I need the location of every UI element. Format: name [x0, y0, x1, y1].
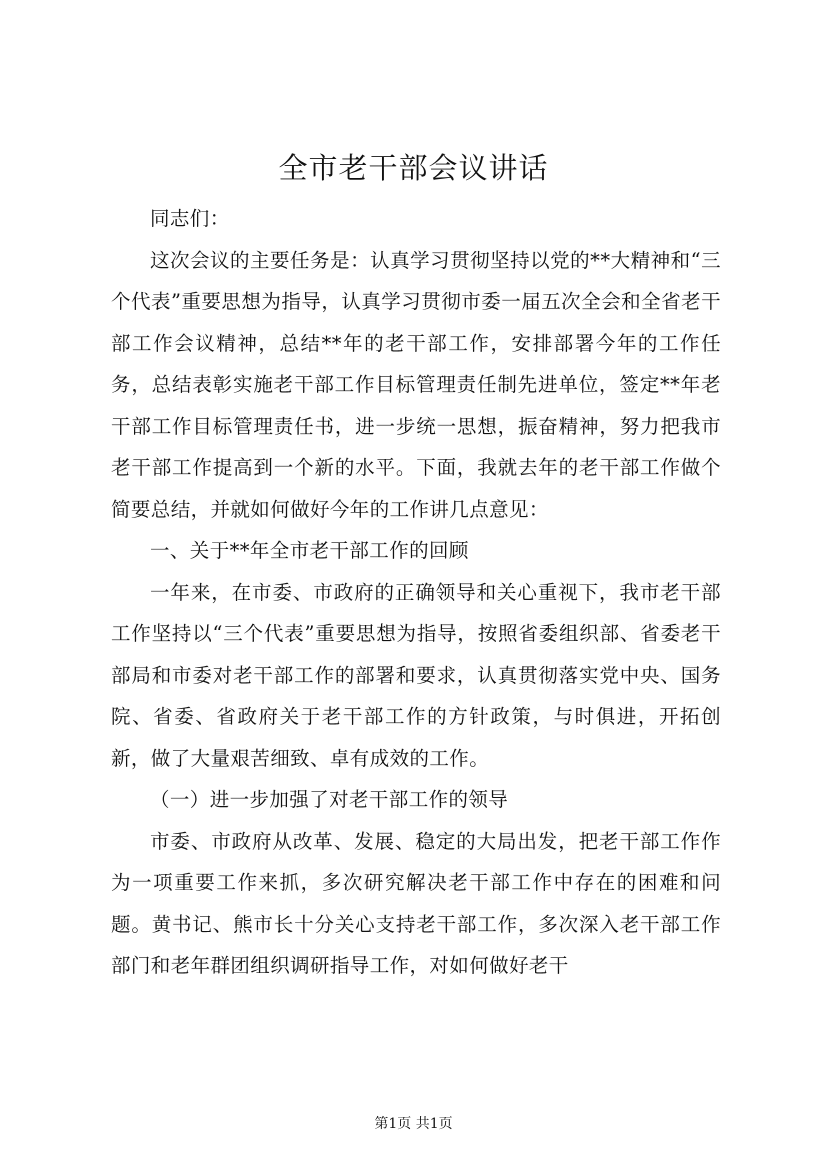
page-footer: 第1页 共1页 [374, 1116, 453, 1132]
section-heading-1: 一、关于**年全市老干部工作的回顾 [150, 539, 469, 562]
leadership-paragraph: 市委、市政府从改革、发展、稳定的大局出发，把老干部工作作为一项重要工作来抓，多次研究解决老干部工作中存在的困难和问题。黄书记、熊市长十分关心支持老干部工作，多次深入老干部工作部门和老年群团组织调研指导工作，对如何做好老干 [111, 829, 721, 977]
document-body [111, 198, 721, 987]
review-paragraph: 一年来，在市委、市政府的正确领导和关心重视下，我市老干部工作坚持以“三个代表”重要思想为指导，按照省委组织部、省委老干部局和市委对老干部工作的部署和要求，认真贯彻落实党中央、国务院、省委、省政府关于老干部工作的方针政策，与时俱进，开拓创新，做了大量艰苦细致、卓有成效的工作。 [111, 580, 721, 770]
subsection-heading-1: （一）进一步加强了对老干部工作的领导 [150, 788, 509, 811]
intro-paragraph: 这次会议的主要任务是：认真学习贯彻坚持以党的**大精神和“三个代表”重要思想为指导，认真学习贯彻市委一届五次全会和全省老干部工作会议精神，总结**年的老干部工作，安排部署今年的工作任务，总结表彰实施老干部工作目标管理责任制先进单位，签定**年老干部工作目标管理责任书，进一步统一思想，振奋精神，努力把我市老干部工作提高到一个新的水平。下面，我就去年的老干部工作做个简要总结，并就如何做好今年的工作讲几点意见： [111, 248, 721, 521]
salutation-paragraph: 同志们： [150, 207, 230, 230]
document-title: 全市老干部会议讲话 [278, 151, 549, 185]
